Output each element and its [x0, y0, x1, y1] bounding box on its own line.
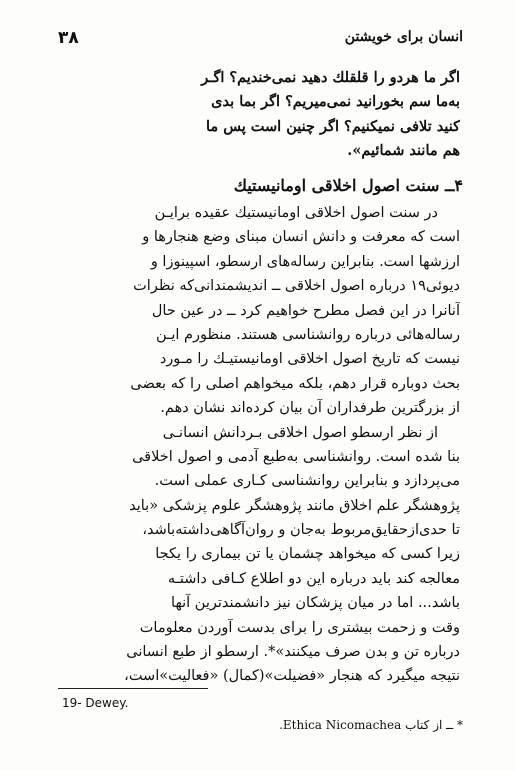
text-line: دیوئی۱۹ درباره اصول اخلاقی ــ اندیشمندانی‌كه نظرات — [133, 278, 460, 295]
running-title: انسان برای خویشتن — [344, 29, 463, 45]
text-line: درباره تن و بدن صرف میكنند»*. ارسطو از طبع انسانی — [126, 644, 460, 661]
text-line: ارزشها است. بنابراین رساله‌های ارسطو، اسپینوزا و — [150, 253, 460, 270]
text-line: كنيد تلافی نميكنيم؟ اگر چنين است پس ما — [205, 117, 460, 135]
text-line: در سنت اصول اخلاقی اومانیستیك عقیده برایـن — [154, 205, 438, 221]
text-line: پژوهشگر علم اخلاق مانند پژوهشگر علوم پزشكی «باید — [129, 497, 460, 514]
main-paragraphs — [56, 201, 460, 689]
footnote-divider — [58, 688, 208, 689]
footnote-english: 19- Dewey. — [62, 696, 129, 710]
text-line: از نظر ارسطو اصول اخلاقی بـردانش انسانـی — [162, 424, 438, 441]
intro-paragraph — [56, 66, 460, 164]
text-line: به‌ما سم بخورانيد نمی‌ميريم؟ اگر بما بدی — [211, 93, 460, 111]
text-line: آنانرا در این فصل مطرح خواهیم كرد ــ در عین حال — [151, 302, 460, 319]
text-line: تا حدی‌ازحقایق‌مربوط به‌جان و روان‌آگاهی‌داشته‌باشد، — [142, 522, 460, 539]
text-line: نتیجه میگیرد كه هنجار «فضیلت»(كمال) «فعالیت»است، — [124, 668, 460, 685]
text-line: اگر ما هردو را قلقلك دهيد نمی‌خنديم؟ اگـر — [201, 69, 460, 86]
text-line: از بزرگترین طرفداران آن بیان كرده‌اند نشان دهم. — [160, 400, 460, 417]
text-line: وقت و زحمت بیشتری را برای بدست آوردن معلومات — [139, 619, 460, 636]
page-number: ۳۸ — [58, 28, 79, 48]
text-line: است كه معرفت و دانش انسان مبنای وضع هنجارها و — [142, 229, 460, 246]
section-heading: ۴ــ سنت اصول اخلاقی اومانیستیك — [233, 176, 463, 195]
text-line: معالجه كند باید درباره این دو اطلاع كـافی داشتـه — [167, 570, 460, 587]
page-header — [58, 28, 463, 54]
text-line: هم مانند شمائيم». — [347, 142, 460, 160]
text-line: باشد... اما در میان پزشكان نیز دانشمندترین آنها — [171, 595, 460, 612]
text-line: رساله‌هائی درباره روانشناسی هستند. منظورم ایـن — [156, 326, 460, 343]
text-line: زیرا كسی كه میخواهد چشمان یا تن بیماری را یكجا — [155, 546, 460, 563]
text-line: نیست كه تاریخ اصول اخلاقی اومانیستیـك را مـورد — [159, 351, 460, 368]
text-line: بحث دوباره قرار دهم، بلكه میخواهم اصلی را كه بعضی — [130, 375, 460, 392]
text-line: می‌پردازد و بنابراین روانشناسی كـاری عملی است. — [154, 473, 460, 490]
footnote-persian: * ــ از كتاب Ethica Nicomachea. — [279, 718, 463, 732]
text-line: بنا شده است. روانشناسی به‌طبع آدمی و اصول اخلاقی — [132, 448, 460, 465]
